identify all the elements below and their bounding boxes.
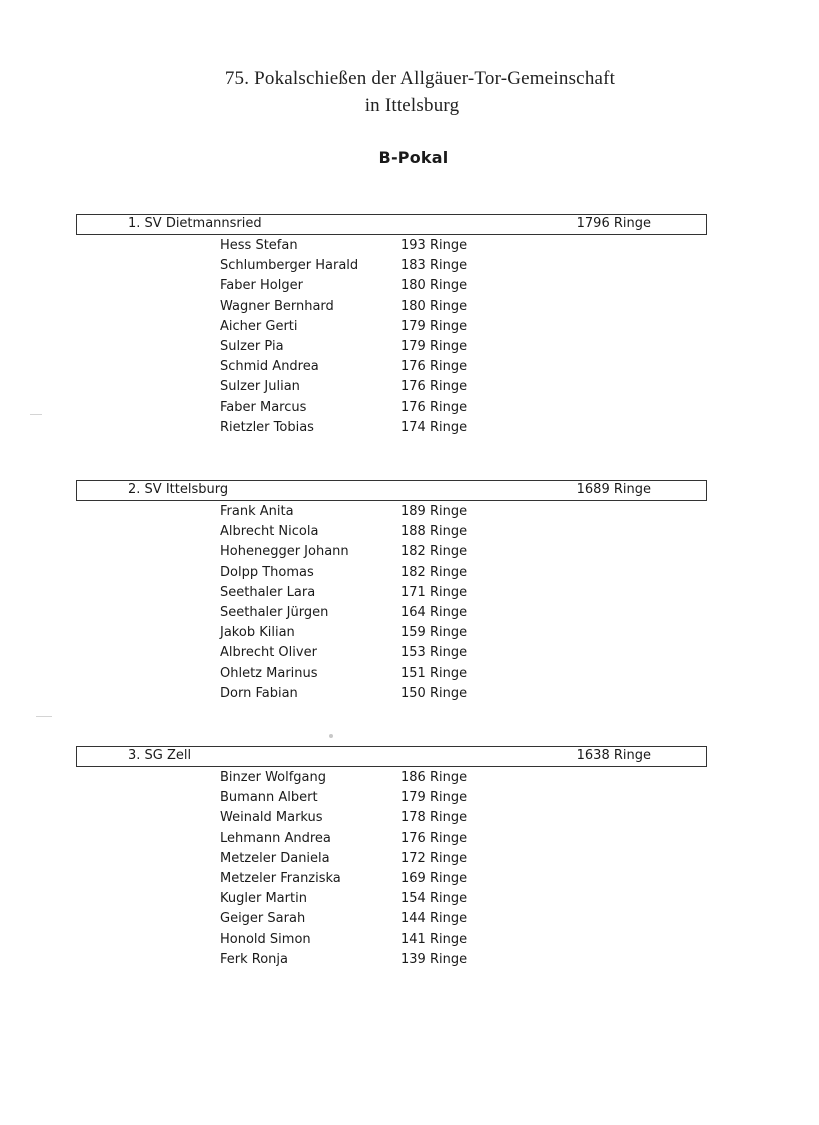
player-name: Metzeler Daniela bbox=[220, 850, 330, 866]
player-name: Dorn Fabian bbox=[220, 685, 298, 701]
player-name: Faber Marcus bbox=[220, 399, 307, 415]
player-name: Faber Holger bbox=[220, 278, 303, 294]
player-name: Albrecht Nicola bbox=[220, 524, 319, 540]
player-score: 139 Ringe bbox=[401, 951, 468, 967]
player-row bbox=[0, 686, 819, 706]
scan-mark bbox=[36, 716, 52, 717]
team-total: 1796 Ringe bbox=[576, 216, 651, 231]
player-row bbox=[0, 359, 819, 379]
player-name: Sulzer Pia bbox=[220, 339, 284, 354]
player-row bbox=[0, 544, 819, 564]
player-score: 150 Ringe bbox=[401, 685, 468, 701]
player-score: 193 Ringe bbox=[401, 238, 468, 253]
player-score: 188 Ringe bbox=[401, 524, 468, 540]
player-score: 178 Ringe bbox=[401, 810, 468, 826]
player-score: 176 Ringe bbox=[401, 379, 468, 395]
player-row bbox=[0, 851, 819, 871]
scan-speck bbox=[329, 734, 333, 738]
document-location: in Ittelsburg bbox=[364, 95, 460, 116]
player-name: Ohletz Marinus bbox=[220, 665, 318, 681]
team-total: 1638 Ringe bbox=[576, 748, 651, 763]
team-header-box bbox=[76, 214, 707, 235]
team-name: 1. SV Dietmannsried bbox=[128, 216, 262, 231]
player-row bbox=[0, 871, 819, 891]
team-header-box bbox=[76, 480, 707, 501]
player-score: 159 Ringe bbox=[401, 625, 468, 641]
player-name: Rietzler Tobias bbox=[220, 419, 314, 435]
player-row bbox=[0, 299, 819, 319]
player-score: 182 Ringe bbox=[401, 564, 468, 580]
player-name: Schlumberger Harald bbox=[220, 258, 359, 274]
player-name: Binzer Wolfgang bbox=[220, 770, 327, 785]
player-score: 151 Ringe bbox=[401, 665, 468, 681]
player-name: Wagner Bernhard bbox=[220, 298, 334, 314]
player-row bbox=[0, 379, 819, 399]
team-total: 1689 Ringe bbox=[576, 482, 651, 497]
player-name: Albrecht Oliver bbox=[220, 645, 317, 661]
player-score: 171 Ringe bbox=[401, 584, 468, 600]
player-score: 176 Ringe bbox=[401, 830, 468, 846]
player-name: Hess Stefan bbox=[220, 238, 298, 253]
player-row bbox=[0, 932, 819, 952]
player-row bbox=[0, 831, 819, 851]
player-score: 176 Ringe bbox=[401, 399, 468, 415]
player-name: Seethaler Jürgen bbox=[220, 605, 329, 620]
player-score: 179 Ringe bbox=[401, 339, 468, 354]
player-row bbox=[0, 278, 819, 298]
player-row bbox=[0, 790, 819, 810]
player-row bbox=[0, 319, 819, 339]
player-name: Weinald Markus bbox=[220, 810, 323, 826]
player-name: Kugler Martin bbox=[220, 891, 307, 907]
player-name: Sulzer Julian bbox=[220, 379, 300, 395]
player-row bbox=[0, 770, 819, 790]
player-score: 179 Ringe bbox=[401, 790, 468, 806]
player-score: 176 Ringe bbox=[401, 359, 468, 375]
competition-subtitle: B-Pokal bbox=[378, 148, 449, 167]
team-name: 3. SG Zell bbox=[128, 748, 192, 763]
player-score: 169 Ringe bbox=[401, 871, 468, 886]
player-name: Geiger Sarah bbox=[220, 911, 306, 927]
player-row bbox=[0, 810, 819, 830]
player-score: 144 Ringe bbox=[401, 911, 468, 927]
player-score: 179 Ringe bbox=[401, 318, 468, 334]
player-score: 186 Ringe bbox=[401, 770, 468, 785]
player-name: Bumann Albert bbox=[220, 790, 318, 806]
player-score: 172 Ringe bbox=[401, 850, 468, 866]
player-row bbox=[0, 565, 819, 585]
player-row bbox=[0, 911, 819, 931]
player-name: Seethaler Lara bbox=[220, 584, 316, 600]
team-header-box bbox=[76, 746, 707, 767]
player-row bbox=[0, 645, 819, 665]
player-name: Dolpp Thomas bbox=[220, 564, 314, 580]
player-name: Ferk Ronja bbox=[220, 951, 288, 967]
player-row bbox=[0, 524, 819, 544]
player-score: 180 Ringe bbox=[401, 298, 468, 314]
document-title: 75. Pokalschießen der Allgäuer-Tor-Gemeinschaft bbox=[224, 68, 616, 89]
player-name: Hohenegger Johann bbox=[220, 544, 349, 560]
player-score: 153 Ringe bbox=[401, 645, 468, 661]
player-name: Schmid Andrea bbox=[220, 359, 319, 375]
player-row bbox=[0, 400, 819, 420]
player-row bbox=[0, 504, 819, 524]
player-row bbox=[0, 238, 819, 258]
team-name: 2. SV Ittelsburg bbox=[128, 482, 229, 497]
player-name: Aicher Gerti bbox=[220, 318, 298, 334]
player-row bbox=[0, 420, 819, 440]
scan-mark bbox=[30, 414, 42, 415]
player-score: 180 Ringe bbox=[401, 278, 468, 294]
player-name: Frank Anita bbox=[220, 504, 294, 519]
player-name: Metzeler Franziska bbox=[220, 871, 341, 886]
player-score: 183 Ringe bbox=[401, 258, 468, 274]
player-score: 141 Ringe bbox=[401, 931, 468, 947]
player-row bbox=[0, 666, 819, 686]
player-row bbox=[0, 339, 819, 359]
player-score: 174 Ringe bbox=[401, 419, 468, 435]
player-name: Honold Simon bbox=[220, 931, 311, 947]
player-row bbox=[0, 258, 819, 278]
player-row bbox=[0, 891, 819, 911]
player-row bbox=[0, 605, 819, 625]
player-score: 189 Ringe bbox=[401, 504, 468, 519]
player-name: Jakob Kilian bbox=[220, 625, 295, 641]
player-row bbox=[0, 952, 819, 972]
player-score: 154 Ringe bbox=[401, 891, 468, 907]
player-score: 164 Ringe bbox=[401, 605, 468, 620]
player-row bbox=[0, 585, 819, 605]
player-row bbox=[0, 625, 819, 645]
player-score: 182 Ringe bbox=[401, 544, 468, 560]
player-name: Lehmann Andrea bbox=[220, 830, 331, 846]
